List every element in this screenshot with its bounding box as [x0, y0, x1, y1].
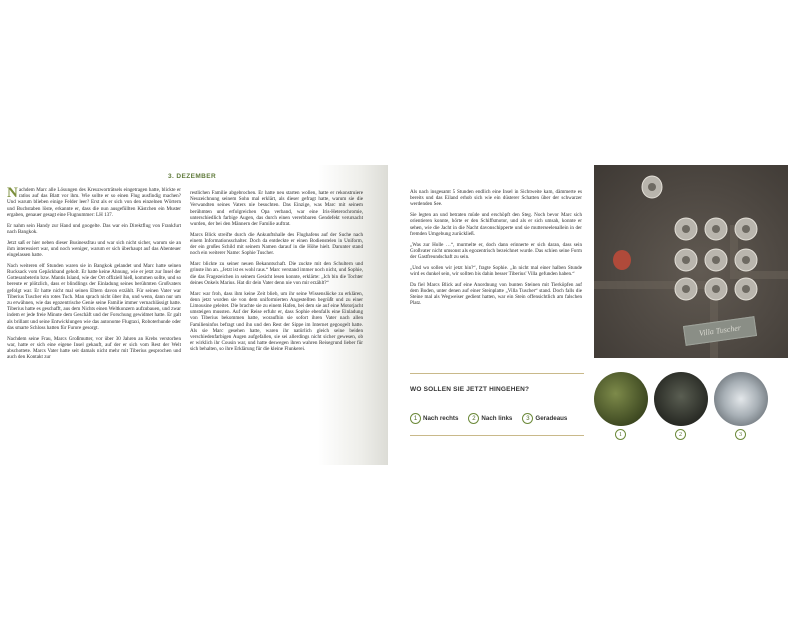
paragraph: Nach weiteren elf Stunden waren sie in Bangkok gelandet und Marc hatte seinen Rucksack vom Gepäckband geholt. Er hatte keine Ahnung, wie er jetzt zur Insel der Gottesanbeterin bzw. Mantis Island, wie der Ort offiziell hieß, kommen sollte, und so bereute er plötzlich, dass er blindlings der Einladung seines berühmten Großvaters gefolgt war. Er hatte nicht mal seinen Eltern davon erzählt. Für seinen Vater war Tiberius Tuscher ein rotes Tuch. Man sprach nicht über ihn, und wenn, dann nur um zu erwähnen, wie das egozentrische Genie seine Familie immer vernachlässigt hatte. Tiberius hatte es geschafft, aus dem Nichts einen Weltkonzern aufzubauen, und zwar indem er jede freie Minute dem Geschäft und der Forschung gewidmet hatte. Er galt als brillant und seine Entwicklungen wie das autonome Flugtaxi, Roboterhunde oder das smarte Schloss hatten für Furore gesorgt. [7, 262, 181, 331]
left-page [0, 165, 388, 465]
paragraph: „Und wo sollen wir jetzt hin?“, fragte Sophie. „In nicht mal einer halben Stunde wird es dunkel sein, wir sollten bis dahin besser Tiberius' Villa gefunden haben.“ [410, 264, 582, 278]
paragraph: Marc war froh, dass ihm keine Zeit blieb, um ihr seine Wissenslücke zu erklären, denn jetzt wurden sie von dem uniformierten Angestellten begrüßt und zu einer Limousine geleitet. Die brachte sie zu einem Hafen, bei dem sie auf eine Motorjacht umsteigen mussten. Auf der Reise erfuhr er, dass Sophie ebenfalls eine Einladung von Tiberius bekommen hatte, woraufhin sie sofort ihren Vater nach allen Familieninfos befragt und ihn und den Rest der Sippe im Internet gegoogelt hatte. Als sie Marc gesehen hatte, waren ihr natürlich gleich seine beiden verschiedenfarbigen Augen aufgefallen, sie sei allerdings nicht sicher gewesen, ob er wirklich ihr Cousin war, und hatte deswegen ihren wahren Reisegrund lieber für sich behalten, so ihre Erklärung für die kleine Flunkerei. [190, 290, 363, 353]
option-label: Nach rechts [423, 415, 459, 422]
option-number: 1 [410, 413, 421, 424]
option-label: Geradeaus [535, 415, 568, 422]
paragraph: Jetzt saß er hier neben dieser Businessfrau und war sich nicht sicher, warum sie an ihm interessiert war, und noch weniger, warum er sich überhaupt auf das Abenteuer eingelassen hatte. [7, 239, 181, 259]
left-column-2 [190, 190, 363, 357]
paragraph: restlichen Familie abgebrochen. Er hatte neu starten wollen, hatte er rekonstruiere Neuzeichnung seinem Sohn mal erklärt, als dieser gefragt hatte, warum sie die Verwandten seines Vaters nie besuchten. Das Einzige, was Marc mit seinem berühmten und erfolgreichen Opa verband, war eine Iris-Heterochromie, unterschiedlich farbige Augen, das durch einen vererbbaren Gendefekt verursacht wurden, der bei den Männern der Familie auftrat. [190, 190, 363, 228]
paragraph: Nachdem Marc alle Lösungen des Kreuzworträtsels eingetragen hatte, blickte er ratlos auf das Blatt vor ihm. Wie sollte er so einen Flug ausfindig machen? Und warum blieben einige Felder leer? Erst als er sich von den einzelnen Wörtern und Buchstaben löste, erkannte er, dass die nun ausgefüllten Kästchen ein Muster ergaben, genauer gesagt eine Flugnummer: LH 137. [7, 185, 181, 218]
paragraph: Da fiel Marcs Blick auf eine Anordnung von bunten Steinen mit Tierköpfen auf dem Boden, unter denen auf einer Steinplatte „Villa Tuscher“ stand. Doch falls die Steine mal als Wegweiser gedient hatten, war ein Stein offensichtlich am falschen Platz. [410, 281, 582, 307]
question-heading: WO SOLLEN SIE JETZT HINGEHEN? [410, 386, 530, 393]
thumbnail-number: 1 [615, 429, 626, 440]
left-column-1 [7, 187, 181, 365]
option-number: 3 [522, 413, 533, 424]
paragraph: „Was zur Holle …“, murmelte er, doch dann erinnerte er sich daran, dass sein Großvater nicht umsonst als egozentrisch bezeichnet wurde. Das schien seine Form der Gastfreundschaft zu sein. [410, 241, 582, 261]
thumbnail-jungle-path [594, 372, 648, 426]
villa-sign: Villa Tuscher [683, 316, 757, 346]
thumbnail-whirlwind [714, 372, 768, 426]
stone-puzzle-photo [594, 165, 788, 358]
paragraph: Marc blickte zu seiner neuen Bekanntschaft. Die zuckte mit den Schultern und grinste ihn an. „Jetzt ist es wohl raus.“ Marc verstand immer noch nicht, und Sophie, die das Fragezeichen in seinem Gesicht lesen konnte, erklärte: „Ich bin die Tochter deines Onkels Marius. Hat dir dein Vater denn nie von mir erzählt?“ [190, 261, 363, 286]
paragraph: Nachdem seine Frau, Marcs Großmutter, vor über 30 Jahren an Krebs verstorben war, hatte er sich eine eigene Insel gekauft, auf der er sich vom Rest der Welt abschottete. Marcs Vater hatte seit damals nicht mehr mit Tiberius gesprochen und auch den Kontakt zur [7, 335, 181, 361]
answer-options [410, 413, 567, 424]
right-page [388, 165, 788, 465]
paragraph: Als nach insgesamt 5 Stunden endlich eine Insel in Sichtweite kam, dämmerte es bereits und das Eiland erhob sich wie ein düsterer Schatten über der schwarzer werdenden See. [410, 189, 582, 208]
thumbnail-number: 3 [735, 429, 746, 440]
divider [410, 373, 584, 374]
option-number: 2 [468, 413, 479, 424]
book-spread [0, 165, 788, 465]
option-label: Nach links [481, 415, 513, 422]
paragraph: Marcs Blick streifte durch die Ankunftshalle des Flughafens auf der Suche nach einem Informationsschalter. Doch da entdeckte er einen Bodienstelen in Uniform, der ein großes Schild mit seinem Namen darauf in die Höhe hielt. Darunter stand noch ein weiterer Name: Sophie Tuscher. [190, 231, 363, 257]
thumbnail-dark-gate [654, 372, 708, 426]
option-2[interactable] [468, 413, 512, 424]
option-1[interactable] [410, 413, 458, 424]
thumbnail-number: 2 [675, 429, 686, 440]
chapter-title: 3. DEZEMBER [168, 173, 217, 180]
paragraph: Sie legten an und betraten müde und erschöpft den Steg. Noch bevor Marc sich orientieren konnte, hörte er den Schiffsmotor, und als er sich umsah, konnte er sehen, wie die Jacht in die Nacht davonschipperte und sie mutterseelenallein in der fremden Umgebung zurückließ. [410, 212, 582, 237]
divider [410, 435, 584, 436]
right-column-1 [410, 189, 582, 311]
paragraph: Er nahm sein Handy zur Hand und googelte. Das war ein Direktflug von Frankfurt nach Bangkok. [7, 222, 181, 235]
drop-cap: N [7, 185, 18, 201]
option-3[interactable] [522, 413, 567, 424]
